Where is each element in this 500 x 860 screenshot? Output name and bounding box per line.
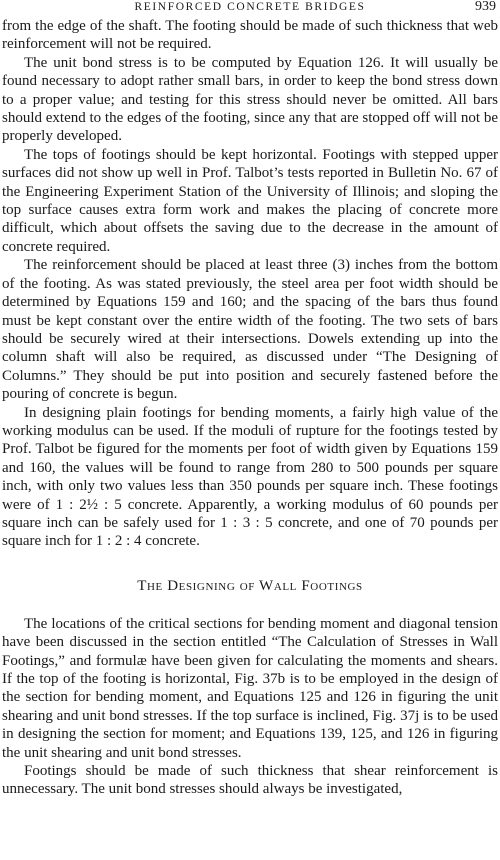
running-header — [2, 0, 498, 17]
paragraph-critical-sections: The locations of the critical sections for bending moment and diagonal tension have been discussed in the section entitled “The Calculation of Stresses in Wall Footings,” and formulæ have been given for calculating the moments and shears. If the top of the footing is horizontal, Fig. 37b is to be employed in the design of the section for bending moment, and Equations 125 and 126 in figuring the unit shearing and unit bond stresses. If the top surface is inclined, Fig. 37j is to be used in designing the section for moment; and Equations 139, 125, and 126 in figuring the unit shearing and unit bond stresses. — [2, 615, 498, 761]
section-heading: The Designing of Wall Footings — [137, 577, 363, 594]
paragraph-bond-stress: The unit bond stress is to be computed by Equation 126. It will usually be found necessary to adopt rather small bars, in order to keep the bond stress down to a proper value; and testing for this stress should never be omitted. All bars should extend to the edges of the footing, since any that are stopped off will not be properly developed. — [2, 54, 498, 145]
body-text — [2, 17, 498, 799]
paragraph-footing-thickness: Footings should be made of such thickness that shear reinforcement is unnecessary. The unit bond stresses should always be investigated, — [2, 763, 498, 798]
paragraph-reinforcement-placement: The reinforcement should be placed at least three (3) inches from the bottom of the footing. As was stated previously, the steel area per foot width should be determined by Equations 159 and 160; and the spacing of the bars thus found must be kept constant over the entire width of the footing. The two sets of bars should be securely wired at their intersections. Dowels extending up into the column shaft will also be required, as discussed under “The Designing of Columns.” They should be put into position and securely fastened before the pouring of concrete is begun. — [2, 257, 498, 403]
paragraph-footing-tops: The tops of footings should be kept horizontal. Footings with stepped upper surfaces did not show up well in Prof. Talbot’s tests reported in Bulletin No. 67 of the Engineering Experiment Station of the University of Illinois; and sloping the top surface causes extra form work and makes the placing of concrete more difficult, which about offsets the saving due to the decrease in the amount of concrete required. — [2, 146, 498, 255]
paragraph-plain-footings: In designing plain footings for bending moments, a fairly high value of the working modulus can be used. If the moduli of rupture for the footings tested by Prof. Talbot be figured for the moments per foot of width given by Equations 159 and 160, the values will be found to range from 280 to 500 pounds per square inch, with only two values less than 350 pounds per square inch. These footings were of 1 : 2½ : 5 concrete. Apparently, a working modulus of 60 pounds per square inch can be safely used for 1 : 3 : 5 concrete, and one of 70 pounds per square inch for 1 : 2 : 4 concrete. — [2, 404, 498, 550]
running-title: REINFORCED CONCRETE BRIDGES — [134, 1, 366, 13]
paragraph-continuation: from the edge of the shaft. The footing should be made of such thickness that web reinforcement will not be required. — [2, 18, 498, 53]
page-number: 939 — [475, 0, 496, 14]
